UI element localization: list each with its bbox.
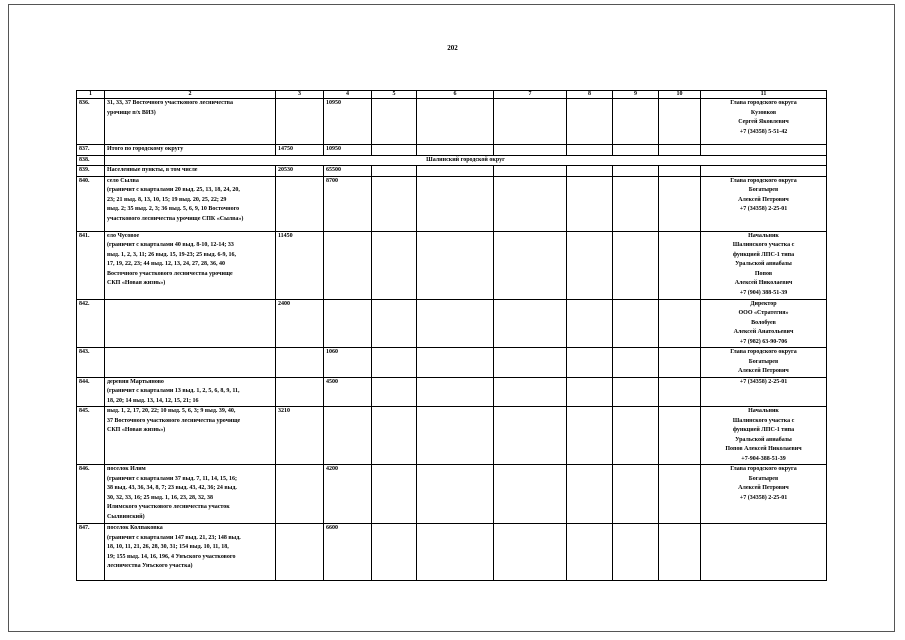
- empty-cell: [567, 377, 613, 407]
- value-col3-cell: 2400: [276, 299, 324, 348]
- table-row: [77, 348, 827, 378]
- value-col4-cell: 10950: [324, 99, 372, 145]
- value-col3-cell: 11450: [276, 231, 324, 299]
- contact-line: Шалинского участка с: [732, 242, 795, 248]
- empty-cell: [494, 99, 567, 145]
- value-col4-cell: [324, 299, 372, 348]
- header-row: [77, 91, 827, 99]
- empty-cell: [417, 465, 494, 524]
- contact-line: Начальник: [748, 232, 779, 239]
- empty-cell: [613, 407, 659, 465]
- description-line: Илимского участкового лесничества участок: [107, 504, 230, 510]
- empty-cell: [494, 524, 567, 581]
- description-line: село Сылва: [107, 177, 139, 184]
- empty-cell: [417, 231, 494, 299]
- value-col3-cell: [276, 348, 324, 378]
- empty-cell: [494, 166, 567, 177]
- contact-line: Директор: [750, 300, 777, 307]
- row-number-cell: 836.: [77, 99, 105, 145]
- empty-cell: [494, 145, 567, 156]
- description-line: поселок Илим: [107, 466, 146, 472]
- contact-cell: [701, 99, 827, 145]
- row-number-cell: 837.: [77, 145, 105, 156]
- settlement-description-cell: [105, 377, 276, 407]
- description-line: участкового лесничества урочище СПК «Сылва»): [107, 215, 244, 222]
- empty-cell: [372, 524, 417, 581]
- empty-cell: [613, 299, 659, 348]
- empty-cell: [613, 465, 659, 524]
- contact-cell: [701, 377, 827, 407]
- row-number-cell: 844.: [77, 377, 105, 407]
- empty-cell: [372, 145, 417, 156]
- contact-line: Глава городского округа: [730, 177, 797, 184]
- contact-line: +7 (904) 388-51-39: [739, 289, 788, 296]
- empty-cell: [494, 231, 567, 299]
- row-number-cell: 842.: [77, 299, 105, 348]
- table-row: [77, 465, 827, 524]
- col-header: 7: [494, 91, 567, 99]
- contact-line: Алексей Петрович: [738, 485, 789, 491]
- value-col4-cell: 1060: [324, 348, 372, 378]
- row-number-cell: 838.: [77, 155, 105, 166]
- description-line: 31, 33, 37 Восточного участкового лесничества: [107, 100, 233, 106]
- empty-cell: [372, 99, 417, 145]
- col-header: 8: [567, 91, 613, 99]
- contact-line: Алексей Петрович: [738, 196, 789, 203]
- col-header: 10: [659, 91, 701, 99]
- description-line: выд. 2; 35 выд. 2, 3; 36 выд. 5, 6, 9, 10 Восточного: [107, 206, 240, 212]
- contact-line: Богатырев: [748, 475, 779, 482]
- empty-cell: [372, 377, 417, 407]
- value-col3-cell: [276, 465, 324, 524]
- empty-cell: [613, 348, 659, 378]
- description-line: (граничит с кварталами 13 выд. 1, 2, 5, 6, 8, 9, 11,: [107, 388, 240, 394]
- col-header: 4: [324, 91, 372, 99]
- description-line: 19; 155 выд. 14, 16, 196, 4 Унъского участкового: [107, 553, 236, 560]
- empty-cell: [567, 465, 613, 524]
- description-line: СКП «Новая жизнь»): [107, 427, 166, 433]
- empty-cell: [659, 407, 701, 465]
- contact-line: функцией ЛПС-1 типа: [732, 251, 795, 258]
- value-col3-cell: [276, 99, 324, 145]
- description-line: 23; 21 выд. 8, 13, 10, 15; 19 выд. 20, 25, 22; 29: [107, 196, 227, 203]
- contact-line: Кузовков: [750, 109, 777, 116]
- settlement-description-cell: [105, 299, 276, 348]
- description-line: 37 Восточного участкового лесничества урочище: [107, 417, 241, 424]
- settlement-description-cell: [105, 99, 276, 145]
- description-line: СКП «Новая жизнь»): [107, 280, 166, 286]
- row-number-cell: 840.: [77, 176, 105, 231]
- empty-cell: [494, 465, 567, 524]
- contact-line: Попов Алексей Николаевич: [725, 446, 802, 452]
- empty-cell: [567, 99, 613, 145]
- empty-cell: [417, 99, 494, 145]
- table-row: [77, 176, 827, 231]
- contact-line: Глава городского округа: [730, 100, 797, 106]
- empty-cell: [659, 231, 701, 299]
- description-line: урочище п/х ВИЗ): [107, 109, 156, 116]
- contact-cell: [701, 145, 827, 156]
- row-number-cell: 847.: [77, 524, 105, 581]
- description-line: поселок Колпаковка: [107, 525, 163, 531]
- register-table: [76, 90, 827, 581]
- empty-cell: [372, 407, 417, 465]
- contact-cell: [701, 166, 827, 177]
- description-line: деревня Мартьяново: [107, 378, 164, 385]
- empty-cell: [659, 524, 701, 581]
- contact-line: +7 (34358) 2-25-01: [739, 378, 788, 385]
- empty-cell: [567, 166, 613, 177]
- empty-cell: [613, 176, 659, 231]
- value-col4-cell: [324, 407, 372, 465]
- description-line: 30, 32, 33, 16; 25 выд. 1, 16, 23, 28, 32, 38: [107, 494, 213, 501]
- contact-line: Уральской авиабазы: [735, 436, 792, 443]
- table-row: [77, 155, 827, 166]
- settlement-description-cell: [105, 524, 276, 581]
- empty-cell: [372, 176, 417, 231]
- col-header: 5: [372, 91, 417, 99]
- contact-line: Глава городского округа: [730, 466, 797, 472]
- contact-line: ООО «Стратегия»: [738, 310, 789, 316]
- page-number: 202: [447, 44, 458, 52]
- empty-cell: [494, 299, 567, 348]
- empty-cell: [567, 299, 613, 348]
- contact-line: +7 (34358) 2-25-01: [739, 494, 788, 501]
- value-col4-cell: [324, 231, 372, 299]
- contact-line: Начальник: [748, 408, 779, 414]
- contact-line: Глава городского округа: [730, 349, 797, 355]
- empty-cell: [613, 524, 659, 581]
- table-row: [77, 99, 827, 145]
- contact-line: Сергей Яковлевич: [738, 119, 789, 125]
- settlement-description-cell: [105, 348, 276, 378]
- section-title-cell: Шалинский городской округ: [105, 155, 827, 166]
- empty-cell: [659, 99, 701, 145]
- settlement-description-cell: [105, 231, 276, 299]
- empty-cell: [372, 231, 417, 299]
- empty-cell: [659, 377, 701, 407]
- contact-cell: [701, 231, 827, 299]
- col-header: 11: [701, 91, 827, 99]
- description-line: Населенные пункты, в том числе: [107, 167, 198, 173]
- contact-line: +7 (34358) 2-25-01: [739, 206, 788, 212]
- settlement-description-cell: [105, 465, 276, 524]
- value-col3-cell: 20530: [276, 166, 324, 177]
- description-line: 18, 20; 14 выд. 13, 14, 12, 15, 21; 16: [107, 397, 199, 404]
- row-number-cell: 841.: [77, 231, 105, 299]
- table-row: [77, 231, 827, 299]
- empty-cell: [417, 348, 494, 378]
- description-line: 38 выд. 43, 36, 34, 8, 7; 23 выд. 43, 42, 36; 24 выд.: [107, 485, 237, 491]
- value-col3-cell: [276, 524, 324, 581]
- empty-cell: [659, 348, 701, 378]
- value-col3-cell: 14750: [276, 145, 324, 156]
- row-number-cell: 839.: [77, 166, 105, 177]
- settlement-description-cell: [105, 407, 276, 465]
- contact-line: Алексей Анатольевич: [733, 329, 794, 335]
- row-number-cell: 846.: [77, 465, 105, 524]
- contact-line: Алексей Николаевич: [734, 280, 793, 286]
- empty-cell: [372, 348, 417, 378]
- contact-line: +7 (982) 63-90-706: [739, 338, 788, 345]
- empty-cell: [613, 231, 659, 299]
- empty-cell: [613, 166, 659, 177]
- empty-cell: [659, 176, 701, 231]
- table-row: [77, 145, 827, 156]
- empty-cell: [567, 176, 613, 231]
- col-header: 1: [77, 91, 105, 99]
- empty-cell: [567, 231, 613, 299]
- empty-cell: [494, 348, 567, 378]
- description-line: Сылвинский): [107, 513, 145, 520]
- value-col4-cell: 8700: [324, 176, 372, 231]
- col-header: 9: [613, 91, 659, 99]
- settlement-description-cell: [105, 176, 276, 231]
- row-number-cell: 845.: [77, 407, 105, 465]
- empty-cell: [417, 524, 494, 581]
- contact-line: функцией ЛПС-1 типа: [732, 427, 795, 433]
- empty-cell: [494, 377, 567, 407]
- contact-line: +7 (34358) 5-51-42: [739, 128, 788, 135]
- contact-line: +7-904-388-51-39: [741, 455, 786, 462]
- contact-line: Богатырев: [748, 358, 779, 365]
- empty-cell: [613, 377, 659, 407]
- table-row: [77, 524, 827, 581]
- empty-cell: [567, 524, 613, 581]
- empty-cell: [372, 299, 417, 348]
- settlement-description-cell: [105, 145, 276, 156]
- description-line: (граничит с кварталами 147 выд. 21, 23; 148 выд.: [107, 534, 241, 541]
- value-col4-cell: 4200: [324, 465, 372, 524]
- empty-cell: [659, 465, 701, 524]
- description-line: Восточного участкового лесничества урочище: [107, 270, 233, 277]
- empty-cell: [567, 407, 613, 465]
- empty-cell: [494, 407, 567, 465]
- description-line: лесничества Унъского участка): [107, 563, 193, 569]
- empty-cell: [417, 407, 494, 465]
- value-col3-cell: 3210: [276, 407, 324, 465]
- empty-cell: [417, 176, 494, 231]
- col-header: 3: [276, 91, 324, 99]
- empty-cell: [613, 99, 659, 145]
- empty-cell: [372, 465, 417, 524]
- empty-cell: [659, 145, 701, 156]
- table-row: [77, 377, 827, 407]
- contact-line: Богатырев: [748, 187, 779, 193]
- row-number-cell: 843.: [77, 348, 105, 378]
- contact-line: Попов: [754, 270, 773, 277]
- empty-cell: [659, 166, 701, 177]
- empty-cell: [567, 145, 613, 156]
- settlement-description-cell: [105, 166, 276, 177]
- contact-line: Волобуев: [751, 319, 776, 326]
- description-line: (граничит с кварталами 37 выд. 7, 11, 14, 15, 16;: [107, 475, 237, 482]
- table-row: [77, 299, 827, 348]
- empty-cell: [417, 377, 494, 407]
- contact-line: Уральской авиабазы: [735, 261, 792, 267]
- empty-cell: [567, 348, 613, 378]
- empty-cell: [417, 299, 494, 348]
- table-row: [77, 407, 827, 465]
- description-line: 17, 19, 22, 23; 44 выд. 12, 13, 24, 27, 28, 36, 40: [107, 261, 225, 267]
- empty-cell: [613, 145, 659, 156]
- value-col4-cell: 65500: [324, 166, 372, 177]
- description-line: (граничит с кварталами 40 выд. 8-10, 12-14; 33: [107, 242, 234, 248]
- value-col4-cell: 6600: [324, 524, 372, 581]
- description-line: ело Чусовое: [107, 232, 140, 239]
- contact-cell: [701, 407, 827, 465]
- col-header: 6: [417, 91, 494, 99]
- description-line: выд. 1, 2, 17, 20, 22; 10 выд. 5, 6, 3; 9 выд. 39, 40,: [107, 408, 236, 414]
- contact-cell: [701, 524, 827, 581]
- empty-cell: [659, 299, 701, 348]
- description-line: 18, 10, 11, 21, 26, 28, 30, 31; 154 выд. 10, 11, 18,: [107, 544, 229, 550]
- description-line: (граничит с кварталами 20 выд. 25, 13, 18, 24, 20,: [107, 187, 240, 193]
- value-col4-cell: 4500: [324, 377, 372, 407]
- empty-cell: [372, 166, 417, 177]
- description-line: выд. 1, 2, 3, 11; 26 выд. 15, 19-23; 25 выд. 6-9, 16,: [107, 251, 237, 258]
- empty-cell: [417, 145, 494, 156]
- table-row: [77, 166, 827, 177]
- contact-cell: [701, 299, 827, 348]
- empty-cell: [494, 176, 567, 231]
- contact-cell: [701, 348, 827, 378]
- col-header: 2: [105, 91, 276, 99]
- contact-line: Алексей Петрович: [738, 368, 789, 374]
- contact-cell: [701, 176, 827, 231]
- value-col4-cell: 10950: [324, 145, 372, 156]
- value-col3-cell: [276, 176, 324, 231]
- contact-cell: [701, 465, 827, 524]
- contact-line: Шалинского участка с: [732, 417, 795, 424]
- empty-cell: [417, 166, 494, 177]
- value-col3-cell: [276, 377, 324, 407]
- description-line: Итого по городскому округу: [107, 146, 184, 152]
